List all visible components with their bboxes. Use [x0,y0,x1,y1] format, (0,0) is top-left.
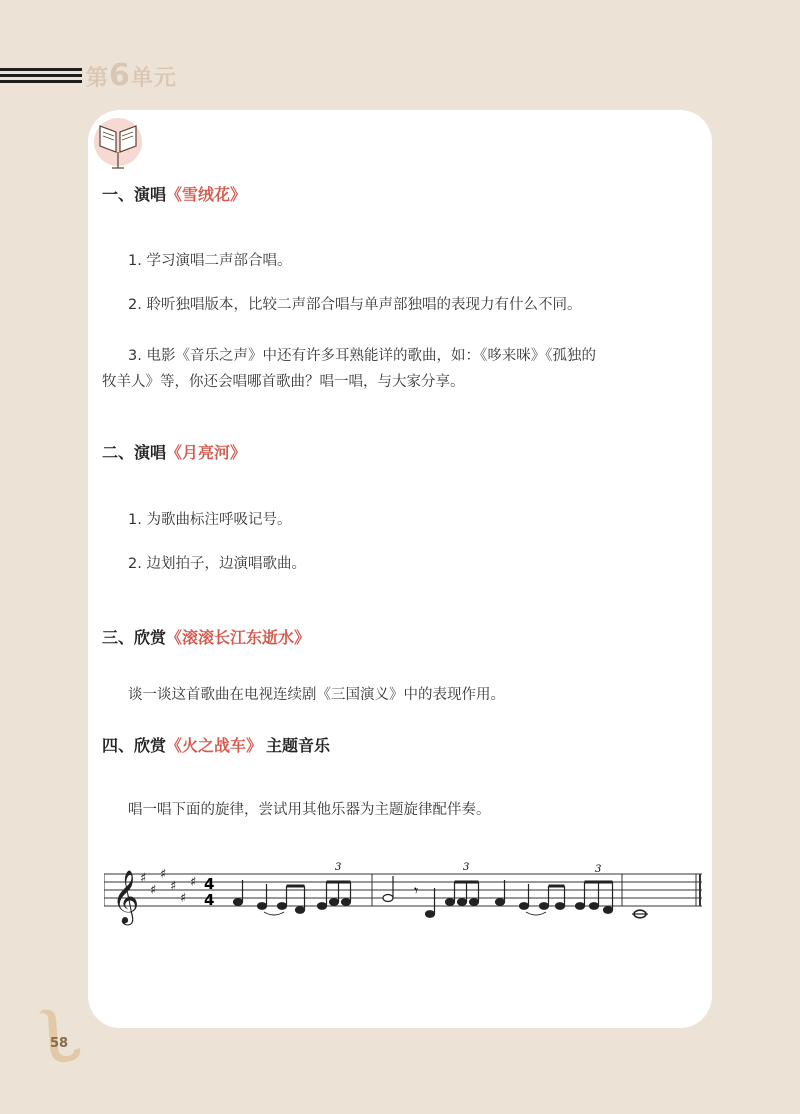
song-title: 《雪绒花》 [166,185,247,204]
section-label: 一、演唱 [102,185,167,204]
unit-title [86,58,177,93]
song-title: 《月亮河》 [166,443,247,462]
svg-text:♯: ♯ [150,883,157,898]
music-staff [104,852,704,932]
task-item: 牧羊人》等，你还会唱哪首歌曲？唱一唱，与大家分享。 [102,374,465,390]
svg-text:♯: ♯ [170,879,177,894]
task-item: 1. 为歌曲标注呼吸记号。 [128,512,292,528]
section-suffix: 主题音乐 [266,736,331,755]
rest-icon: 𝄾 [414,881,419,900]
section-heading-2 [102,440,246,463]
svg-text:♯: ♯ [180,891,187,906]
task-item: 2. 边划拍子，边演唱歌曲。 [128,556,306,572]
triplet-mark: 3 [463,862,470,873]
task-item: 3. 电影《音乐之声》中还有许多耳熟能详的歌曲，如：《哆来咪》《孤独的 [128,348,596,364]
key-signature-sharps [140,867,196,906]
time-signature-top: 4 [204,875,215,893]
song-title: 《火之战车》 [166,736,263,755]
section-label: 三、欣赏 [102,628,167,647]
page-number: 58 [50,1036,69,1051]
unit-suffix: 单元 [130,66,177,91]
section-heading-1 [102,182,246,205]
task-item: 2. 聆听独唱版本，比较二声部合唱与单声部独唱的表现力有什么不同。 [128,297,582,313]
music-book-icon [92,112,144,174]
header-rule [0,74,82,77]
triplet-mark: 3 [335,862,342,873]
treble-clef-icon: 𝄞 [112,869,140,923]
task-item: 1. 学习演唱二声部合唱。 [128,253,292,269]
unit-prefix: 第 [86,66,110,91]
section-heading-3 [102,625,310,648]
header-rule [0,68,82,71]
section-heading-4 [102,733,330,756]
header-rule [0,80,82,83]
task-item: 谈一谈这首歌曲在电视连续剧《三国演义》中的表现作用。 [128,687,505,703]
song-title: 《滚滚长江东逝水》 [166,628,311,647]
svg-text:♯: ♯ [160,867,167,882]
time-signature-bottom: 4 [204,891,215,909]
unit-number: 6 [109,58,131,93]
task-item: 唱一唱下面的旋律，尝试用其他乐器为主题旋律配伴奏。 [128,802,491,818]
triplet-mark: 3 [595,864,602,875]
section-label: 四、欣赏 [102,736,167,755]
section-label: 二、演唱 [102,443,167,462]
svg-text:♯: ♯ [190,875,197,890]
svg-text:♯: ♯ [140,871,147,886]
